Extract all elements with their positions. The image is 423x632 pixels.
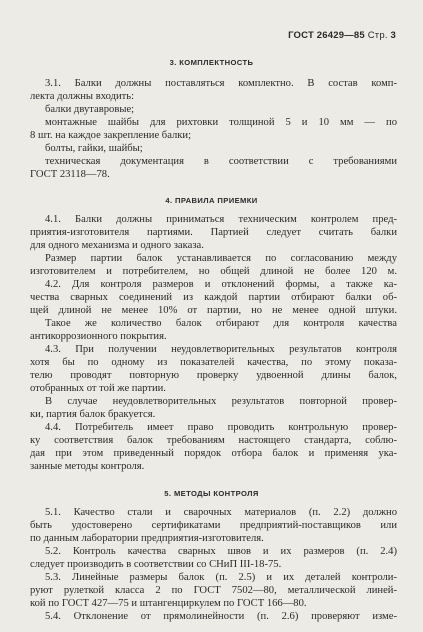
section-3-heading: 3. КОМПЛЕКТНОСТЬ [169, 58, 254, 67]
paragraph-line: отобранных от той же партии. [30, 383, 166, 394]
paragraph-line: Такое же количество балок отбирают для контроля качества [45, 318, 397, 329]
paragraph-line: быть удостоверено сертификатами предприятий-поставщиков или [30, 520, 397, 531]
paragraph-line: 5.2. Контроль качества сварных швов и их размеров (п. 2.4) [45, 546, 397, 557]
paragraph-line: 4.1. Балки должны приниматься техническим контролем пред- [45, 214, 397, 225]
paragraph-line: кой по ГОСТ 427—75 и штангенциркулем по ГОСТ 166—80. [30, 598, 307, 609]
paragraph-line: Размер партии балок устанавливается по согласованию между [45, 253, 397, 264]
paragraph-line: занные методы контроля. [30, 461, 145, 472]
paragraph-line: 3.1. Балки должны поставляться комплектно. В состав комп- [45, 78, 397, 89]
paragraph-line: телю проводят повторную проверку удвоенной длины балок, [30, 370, 397, 381]
paragraph-line: ку соответствия балок требованиям настоящего стандарта, соблю- [30, 435, 397, 446]
paragraph-line: 5.1. Качество стали и сварочных материалов (п. 2.2) должно [45, 507, 397, 518]
paragraph-line: щей длиной не менее 10% от партии, но не менее одной штуки. [30, 305, 397, 316]
standard-number: ГОСТ 26429—85 [288, 30, 365, 41]
paragraph-line: антикоррозионного покрытия. [30, 331, 167, 342]
paragraph-line: хотя бы по одному из показателей качества, по этому показа- [30, 357, 397, 368]
paragraph-line: по данным лаборатории предприятия-изготовителя. [30, 533, 264, 544]
paragraph-line: дая при этом приведенный порядок отбора балок и применяя ука- [30, 448, 397, 459]
paragraph-line: приятия-изготовителя партиями. Партией следует считать балки [30, 227, 397, 238]
paragraph-line: следует производить в соответствии со СНиП III-18-75. [30, 559, 282, 570]
paragraph-line: техническая документация в соответствии с требованиями [45, 156, 397, 167]
paragraph-line: 5.4. Отклонение от прямолинейности (п. 2.6) проверяют изме- [45, 611, 397, 622]
paragraph-line: В случае неудовлетворительных результатов повторной провер- [45, 396, 397, 407]
paragraph-line: изготовителем и потребителем, но общей длиной не более 120 м. [30, 266, 397, 277]
page-label: Стр. [367, 30, 388, 41]
page-number: 3 [390, 30, 396, 41]
paragraph-line: руют рулеткой класса 2 по ГОСТ 7502—80, металлической линей- [30, 585, 397, 596]
paragraph-line: 4.4. Потребитель имеет право проводить контрольную провер- [45, 422, 397, 433]
paragraph-line: болты, гайки, шайбы; [45, 143, 143, 154]
paragraph-line: 8 шт. на каждое закрепление балки; [30, 130, 192, 141]
paragraph-line: ки, партия балок бракуется. [30, 409, 156, 420]
paragraph-line: лекта должны входить: [30, 91, 135, 102]
paragraph-line: для одного механизма и одного заказа. [30, 240, 204, 251]
section-4-heading: 4. ПРАВИЛА ПРИЕМКИ [165, 196, 258, 205]
paragraph-line: чества сварных соединений из каждой партии отбирают балки об- [30, 292, 397, 303]
paragraph-line: ГОСТ 23118—78. [30, 169, 110, 180]
paragraph-line: монтажные шайбы для рихтовки толщиной 5 и 10 мм — по [45, 117, 397, 128]
paragraph-line: 5.3. Линейные размеры балок (п. 2.5) и их деталей контроли- [45, 572, 397, 583]
running-header [288, 30, 396, 41]
section-5-heading: 5. МЕТОДЫ КОНТРОЛЯ [164, 489, 259, 498]
paragraph-line: балки двутавровые; [45, 104, 135, 115]
paragraph-line: 4.3. При получении неудовлетворительных результатов контроля [45, 344, 397, 355]
paragraph-line: 4.2. Для контроля размеров и отклонений формы, а также ка- [45, 279, 397, 290]
